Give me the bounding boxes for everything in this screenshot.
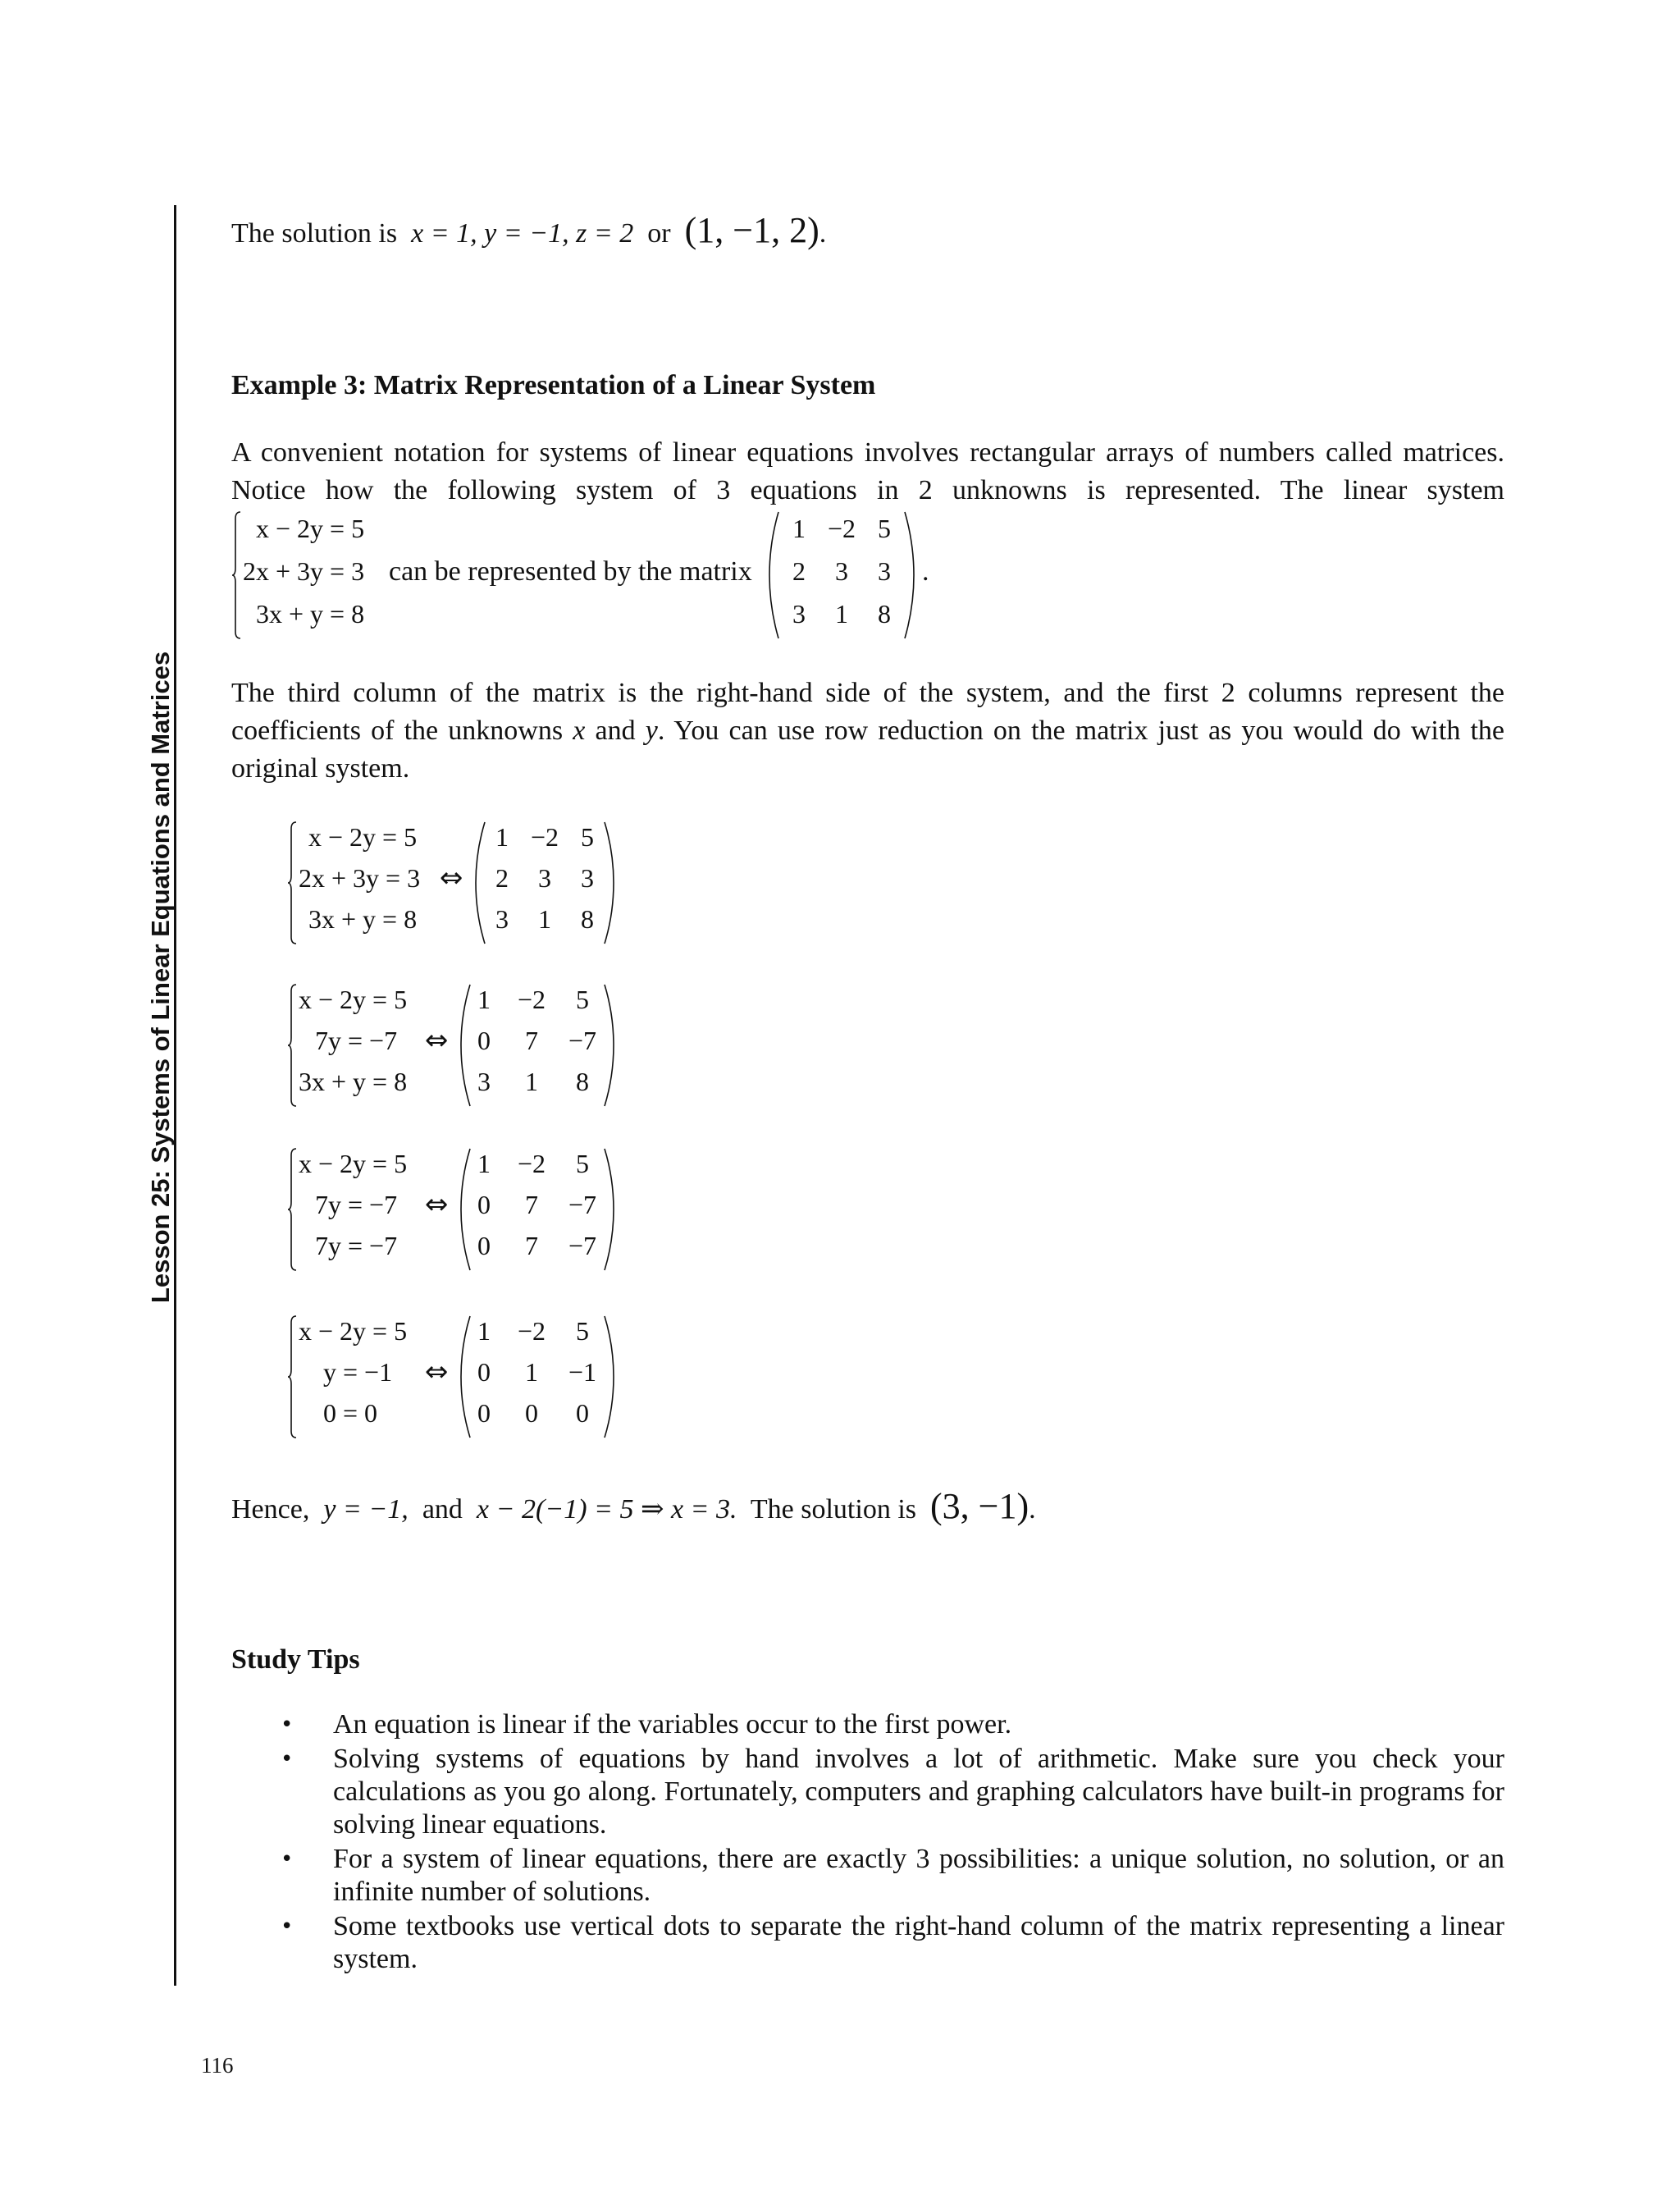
matrix-cell: −2 <box>517 1316 546 1346</box>
matrix-cell: 3 <box>495 904 509 934</box>
matrix-cell: −7 <box>568 1190 597 1219</box>
conclusion-y: y = −1, <box>323 1494 409 1525</box>
conclusion-line <box>231 1485 1036 1527</box>
conclusion-end: . <box>1029 1494 1036 1525</box>
paragraph-2-part-1: The third column of the matrix is the right-hand side of the system, and the first 2 columns represent the coefficients of the unknowns <box>231 678 1504 746</box>
intro-period: . <box>922 556 929 587</box>
reduction-step-1 <box>287 821 615 945</box>
intro-solution-lead: The solution is <box>231 218 398 249</box>
study-tip-text: An equation is linear if the variables occur to the first power. <box>333 1709 1012 1740</box>
matrix-cell: 1 <box>477 985 491 1014</box>
matrix-cell: 5 <box>576 1149 589 1178</box>
represented-by-text: can be represented by the matrix <box>389 556 752 587</box>
conclusion-equation: x − 2(−1) = 5 ⇒ x = 3. <box>476 1494 737 1525</box>
step-3-equation-2: 7y = −7 <box>315 1190 398 1219</box>
intro-solution-end: . <box>819 218 827 249</box>
conclusion-and: and <box>422 1494 463 1525</box>
step-4-equation-3: 0 = 0 <box>323 1398 378 1428</box>
step-4-equation-1: x − 2y = 5 <box>299 1316 408 1346</box>
matrix-cell: 7 <box>525 1026 538 1055</box>
matrix-cell: −7 <box>568 1026 597 1055</box>
reduction-step-2 <box>287 983 615 1108</box>
paragraph-2-and: and <box>595 716 636 746</box>
paragraph-1-line-1: A convenient notation for systems of linear equations involves rectangular arrays of numbers called matrices. <box>231 437 1504 468</box>
conclusion-text: The solution is <box>750 1494 916 1525</box>
example-heading: Example 3: Matrix Representation of a Linear System <box>231 370 876 400</box>
list-item <box>231 1910 1504 1976</box>
bullet-icon: • <box>281 1847 294 1872</box>
matrix-cell: −2 <box>530 822 559 852</box>
left-brace-icon <box>287 983 297 1108</box>
lesson-title: Lesson 25: Systems of Linear Equations and Matrices <box>146 651 175 1304</box>
page-number: 116 <box>201 2053 234 2078</box>
left-brace-icon <box>231 510 241 640</box>
list-item <box>231 1708 1504 1741</box>
step-2-equation-1: x − 2y = 5 <box>299 985 408 1014</box>
matrix-cell: 3 <box>477 1067 491 1096</box>
step-4-matrix <box>459 1314 615 1439</box>
study-tips-heading: Study Tips <box>231 1644 360 1675</box>
intro-equation-3: 3x + y = 8 <box>256 599 365 629</box>
intro-solution-or: or <box>647 218 671 249</box>
paragraph-2 <box>231 674 1504 788</box>
study-tip-text: Solving systems of equations by hand involves a lot of arithmetic. Make sure you check your calculations as you go along. Fortunately, computers and graphing calculators have built-in programs for solving linear equations. <box>333 1744 1504 1840</box>
left-brace-icon <box>287 1147 297 1272</box>
matrix-cell: 5 <box>576 1316 589 1346</box>
matrix-cell: 8 <box>581 904 594 934</box>
equivalence-arrow-icon: ⇔ <box>440 862 463 894</box>
paragraph-2-part-2: . You can use row reduction on the matrix just as you would do with the original system. <box>231 716 1505 784</box>
step-2-matrix <box>459 983 615 1108</box>
matrix-cell: 8 <box>878 599 891 629</box>
matrix-cell: 8 <box>576 1067 589 1096</box>
step-1-equation-1: x − 2y = 5 <box>308 822 418 852</box>
study-tip-text: For a system of linear equations, there are exactly 3 possibilities: a unique solution, no solution, or an infinite number of solutions. <box>333 1844 1504 1907</box>
paragraph-1-line-2: Notice how the following system of 3 equations in 2 unknowns is represented. The linear system <box>231 475 1504 505</box>
left-brace-icon <box>287 1314 297 1439</box>
equivalence-arrow-icon: ⇔ <box>425 1024 449 1057</box>
matrix-cell: 3 <box>878 556 891 586</box>
list-item <box>231 1843 1504 1909</box>
matrix-cell: 0 <box>576 1398 589 1428</box>
matrix-cell: 3 <box>835 556 848 586</box>
matrix-cell: 1 <box>495 822 509 852</box>
step-2-equation-3: 3x + y = 8 <box>299 1067 408 1096</box>
conclusion-tuple: (3, −1) <box>930 1486 1029 1526</box>
matrix-cell: 7 <box>525 1190 538 1219</box>
step-1-equation-2: 2x + 3y = 3 <box>299 863 421 893</box>
bullet-icon: • <box>281 1914 294 1939</box>
matrix-cell: 0 <box>477 1190 491 1219</box>
left-brace-icon <box>287 821 297 945</box>
matrix-cell: 5 <box>581 822 594 852</box>
intro-solution-values: x = 1, y = −1, z = 2 <box>411 218 634 249</box>
intro-equation-2: 2x + 3y = 3 <box>243 556 365 586</box>
equivalence-arrow-icon: ⇔ <box>425 1188 449 1221</box>
study-tips-list <box>231 1708 1504 1977</box>
bullet-icon: • <box>281 1747 294 1772</box>
step-2-equation-2: 7y = −7 <box>315 1026 398 1055</box>
matrix-cell: −2 <box>517 1149 546 1178</box>
equivalence-arrow-icon: ⇔ <box>425 1356 449 1388</box>
step-3-equation-1: x − 2y = 5 <box>299 1149 408 1178</box>
matrix-cell: −2 <box>827 514 856 543</box>
intro-matrix <box>768 510 915 640</box>
intro-solution-line <box>231 209 826 251</box>
matrix-cell: 5 <box>576 985 589 1014</box>
step-1-equation-3: 3x + y = 8 <box>308 904 418 934</box>
study-tip-text: Some textbooks use vertical dots to separate the right-hand column of the matrix representing a linear system. <box>333 1911 1504 1974</box>
matrix-cell: 1 <box>477 1149 491 1178</box>
matrix-cell: 1 <box>477 1316 491 1346</box>
matrix-cell: 0 <box>477 1398 491 1428</box>
intro-equation-1: x − 2y = 5 <box>256 514 365 543</box>
intro-solution-tuple: (1, −1, 2) <box>684 210 819 250</box>
matrix-cell: 1 <box>525 1067 538 1096</box>
matrix-cell: 0 <box>477 1026 491 1055</box>
matrix-cell: 2 <box>495 863 509 893</box>
matrix-cell: −2 <box>517 985 546 1014</box>
step-3-matrix <box>459 1147 615 1272</box>
matrix-cell: 0 <box>477 1357 491 1387</box>
step-4-equation-2: y = −1 <box>323 1357 393 1387</box>
step-1-matrix <box>474 821 615 945</box>
reduction-step-4 <box>287 1314 615 1439</box>
bullet-icon: • <box>281 1712 294 1737</box>
variable-x: x <box>573 716 586 746</box>
intro-system-block <box>231 510 929 640</box>
matrix-cell: 1 <box>835 599 848 629</box>
step-3-equation-3: 7y = −7 <box>315 1231 398 1260</box>
matrix-cell: 2 <box>792 556 806 586</box>
matrix-cell: 1 <box>538 904 551 934</box>
list-item <box>231 1743 1504 1841</box>
reduction-step-3 <box>287 1147 615 1272</box>
matrix-cell: −7 <box>568 1231 597 1260</box>
matrix-cell: 3 <box>581 863 594 893</box>
matrix-cell: 0 <box>477 1231 491 1260</box>
matrix-cell: 0 <box>525 1398 538 1428</box>
matrix-cell: 3 <box>538 863 551 893</box>
variable-y: y <box>645 716 658 746</box>
matrix-cell: −1 <box>568 1357 597 1387</box>
matrix-cell: 1 <box>525 1357 538 1387</box>
matrix-cell: 1 <box>792 514 806 543</box>
matrix-cell: 3 <box>792 599 806 629</box>
matrix-cell: 7 <box>525 1231 538 1260</box>
conclusion-lead: Hence, <box>231 1494 310 1525</box>
matrix-cell: 5 <box>878 514 891 543</box>
